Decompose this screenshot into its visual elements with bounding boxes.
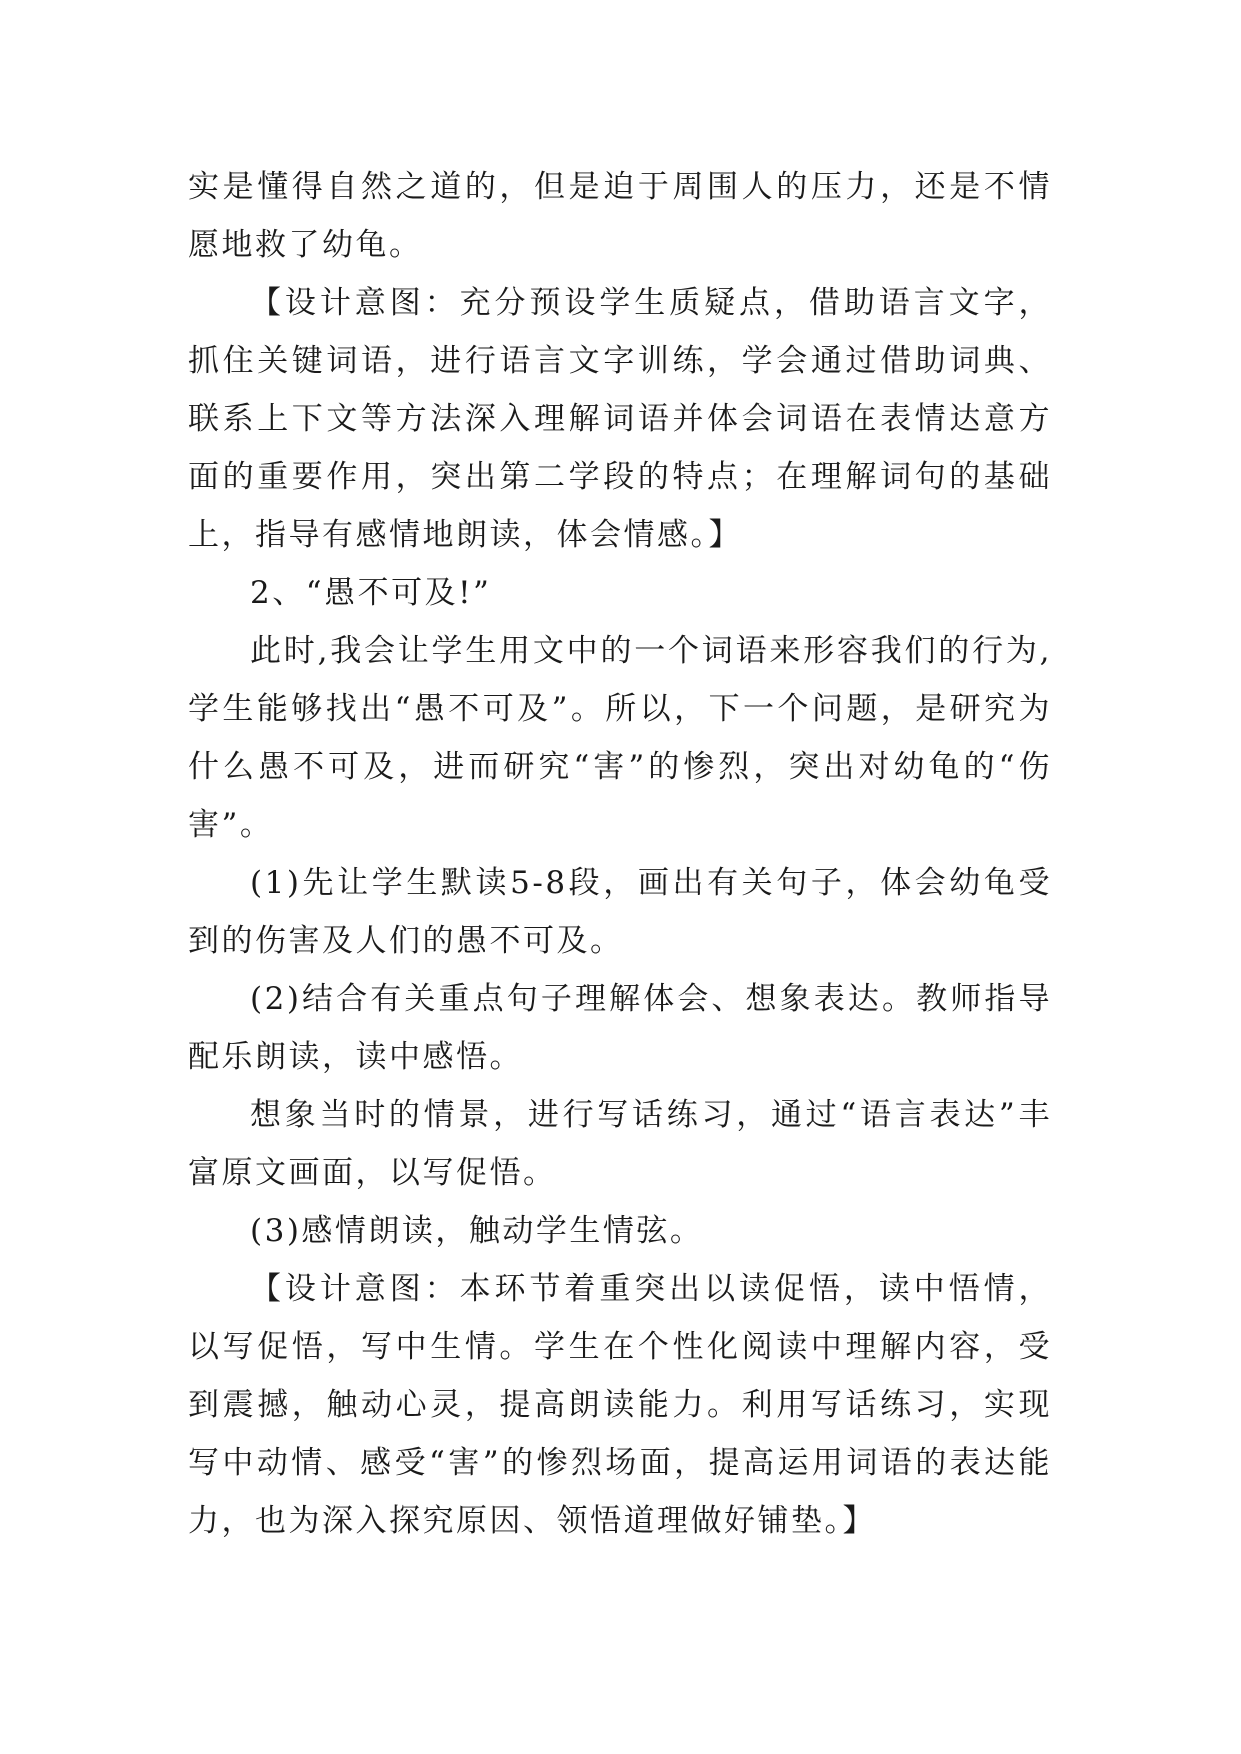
writing-practice-paragraph: 想象当时的情景，进行写话练习，通过“语言表达”丰富原文画面，以写促悟。 (188, 1097, 1052, 1191)
paragraph-continuation: 实是懂得自然之道的，但是迫于周围人的压力，还是不情愿地救了幼龟。 (188, 169, 1052, 263)
step-2-paragraph: (2)结合有关重点句子理解体会、想象表达。教师指导配乐朗读，读中感悟。 (188, 981, 1052, 1075)
section-heading-2: 2、“愚不可及!” (250, 575, 492, 611)
paragraph-describe-behavior: 此时,我会让学生用文中的一个词语来形容我们的行为,学生能够找出“愚不可及”。所以，下一个问题，是研究为什么愚不可及，进而研究“害”的惨烈，突出对幼龟的“伤害”。 (188, 633, 1052, 843)
step-3-paragraph: (3)感情朗读，触动学生情弦。 (250, 1213, 704, 1249)
document-body (188, 158, 1052, 1550)
step-1-paragraph: (1)先让学生默读5-8段，画出有关句子，体会幼龟受到的伤害及人们的愚不可及。 (188, 865, 1052, 959)
design-intent-paragraph-1: 【设计意图：充分预设学生质疑点，借助语言文字，抓住关键词语，进行语言文字训练，学会通过借助词典、联系上下文等方法深入理解词语并体会词语在表情达意方面的重要作用，突出第二学段的特点；在理解词句的基础上，指导有感情地朗读，体会情感。】 (188, 285, 1052, 553)
design-intent-paragraph-2: 【设计意图：本环节着重突出以读促悟，读中悟情，以写促悟，写中生情。学生在个性化阅读中理解内容，受到震撼，触动心灵，提高朗读能力。利用写话练习，实现写中动情、感受“害”的惨烈场面，提高运用词语的表达能力，也为深入探究原因、领悟道理做好铺垫。】 (188, 1271, 1052, 1539)
